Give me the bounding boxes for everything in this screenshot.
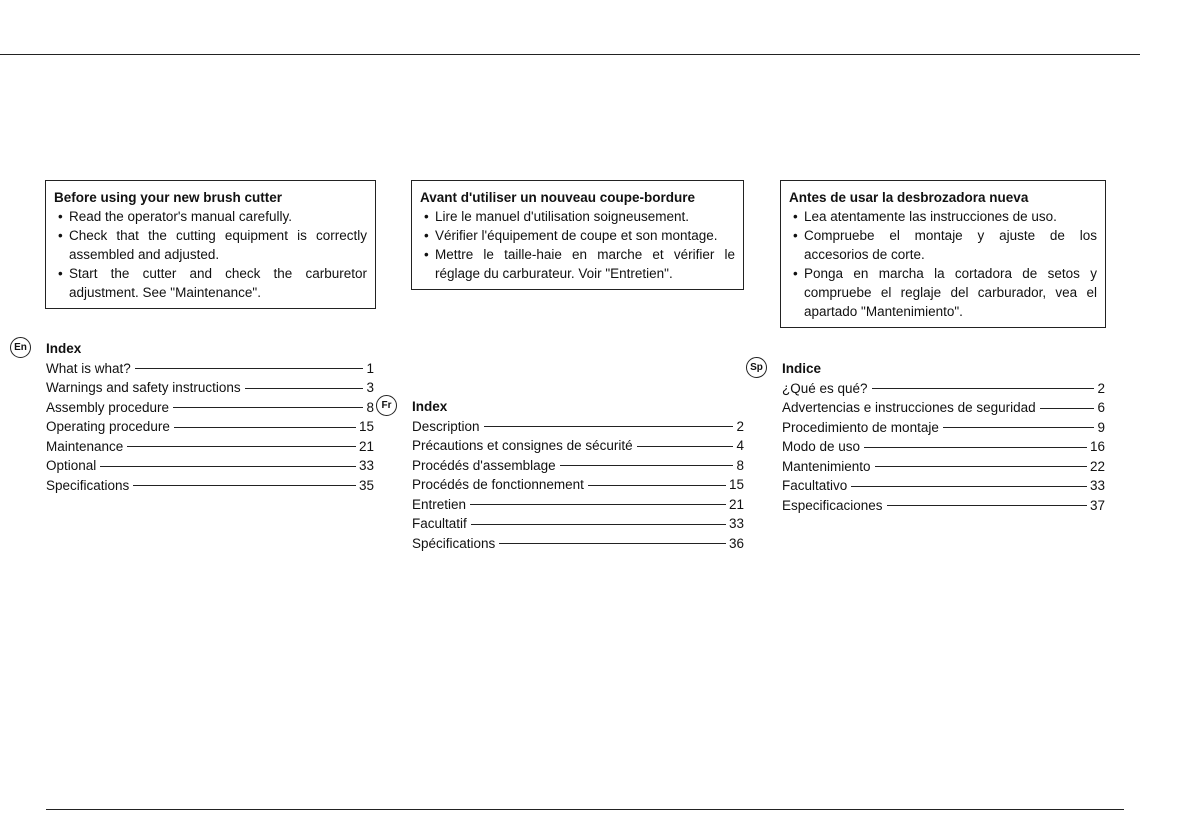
- entry-page: 15: [728, 477, 744, 492]
- entry-label: Advertencias e instrucciones de seguridad: [782, 400, 1036, 415]
- sp-index-title: Indice: [782, 361, 822, 376]
- sp-notice-box: [780, 180, 1106, 328]
- leader-line: [875, 466, 1087, 467]
- fr-index-entry: [412, 534, 744, 554]
- entry-label: Warnings and safety instructions: [46, 380, 241, 395]
- entry-page: 33: [728, 516, 744, 531]
- entry-page: 2: [1097, 380, 1105, 396]
- leader-line: [637, 446, 733, 447]
- en-notice-item: • Check that the cutting equipment is correctly assembled and adjusted.: [54, 226, 367, 264]
- fr-notice-item: • Lire le manuel d'utilisation soigneusement.: [420, 207, 735, 226]
- fr-index-entry: [412, 475, 744, 495]
- sp-notice-title: Antes de usar la desbrozadora nueva: [789, 190, 1029, 205]
- entry-label: Procédés d'assemblage: [412, 457, 556, 473]
- sp-index: [750, 359, 1105, 515]
- en-index-entry: [46, 398, 374, 418]
- entry-page: 37: [1089, 497, 1105, 513]
- entry-label: Procedimiento de montaje: [782, 419, 939, 435]
- fr-index-entry: [412, 514, 744, 534]
- leader-line: [588, 485, 726, 486]
- sp-index-entry: [782, 476, 1105, 496]
- leader-line: [133, 485, 356, 486]
- en-index-entry: [46, 456, 374, 476]
- entry-label: Spécifications: [412, 535, 496, 551]
- sp-notice-list: [789, 207, 1097, 321]
- entry-page: 21: [728, 496, 744, 512]
- entry-page: 21: [358, 438, 374, 454]
- entry-page: 8: [366, 399, 374, 415]
- fr-notice-list: [420, 207, 735, 283]
- leader-line: [851, 486, 1087, 487]
- entry-label: Optional: [46, 458, 97, 473]
- entry-page: 16: [1089, 439, 1105, 454]
- entry-label: Mantenimiento: [782, 458, 871, 474]
- leader-line: [470, 504, 726, 505]
- leader-line: [135, 368, 363, 369]
- leader-line: [887, 505, 1087, 506]
- fr-index-heading: [381, 397, 744, 417]
- leader-line: [499, 543, 726, 544]
- entry-label: Description: [412, 418, 480, 434]
- en-notice-item: • Start the cutter and check the carburetor adjustment. See "Maintenance".: [54, 264, 367, 302]
- sp-index-entry: [782, 457, 1105, 477]
- leader-line: [471, 524, 726, 525]
- fr-index-title: Index: [412, 399, 448, 414]
- en-index-heading: [14, 339, 374, 359]
- en-index: [14, 339, 374, 495]
- entry-label: What is what?: [46, 360, 131, 376]
- fr-notice-item: • Mettre le taille-haie en marche et vérifier le réglage du carburateur. Voir "Entretien".: [420, 245, 735, 283]
- entry-label: Specifications: [46, 477, 130, 493]
- entry-label: Modo de uso: [782, 439, 861, 454]
- entry-label: Procédés de fonctionnement: [412, 477, 584, 492]
- leader-line: [127, 446, 356, 447]
- sp-index-entry: [782, 398, 1105, 418]
- fr-index-entry: [412, 495, 744, 515]
- sp-index-entry: [782, 496, 1105, 516]
- sp-index-entry: [782, 437, 1105, 457]
- en-index-entry: [46, 476, 374, 496]
- sp-notice-item: • Lea atentamente las instrucciones de uso.: [789, 207, 1097, 226]
- en-index-entry: [46, 437, 374, 457]
- sp-index-entry: [782, 418, 1105, 438]
- leader-line: [943, 427, 1094, 428]
- entry-page: 6: [1097, 400, 1105, 415]
- leader-line: [173, 407, 363, 408]
- entry-page: 3: [366, 380, 374, 395]
- sp-language-badge-icon: Sp: [746, 357, 767, 378]
- leader-line: [1040, 408, 1094, 409]
- en-index-entry: [46, 359, 374, 379]
- entry-page: 1: [366, 360, 374, 376]
- entry-label: Entretien: [412, 496, 467, 512]
- fr-notice-title: Avant d'utiliser un nouveau coupe-bordure: [420, 190, 695, 205]
- leader-line: [245, 388, 363, 389]
- fr-notice-item: • Vérifier l'équipement de coupe et son montage.: [420, 226, 735, 245]
- leader-line: [100, 466, 356, 467]
- fr-index-entry: [412, 436, 744, 456]
- sp-notice-item: • Compruebe el montaje y ajuste de los accesorios de corte.: [789, 226, 1097, 264]
- entry-page: 15: [358, 419, 374, 434]
- entry-page: 2: [736, 418, 744, 434]
- en-index-entry: [46, 378, 374, 398]
- entry-page: 8: [736, 457, 744, 473]
- en-index-entry: [46, 417, 374, 437]
- entry-page: 35: [358, 477, 374, 493]
- leader-line: [174, 427, 356, 428]
- en-index-title: Index: [46, 341, 82, 356]
- leader-line: [484, 426, 733, 427]
- entry-label: Maintenance: [46, 438, 124, 454]
- fr-index: [381, 397, 744, 553]
- fr-language-badge-icon: Fr: [376, 395, 397, 416]
- entry-label: Facultatif: [412, 516, 467, 531]
- entry-page: 4: [736, 438, 744, 453]
- en-notice-box: [45, 180, 376, 309]
- sp-notice-item: • Ponga en marcha la cortadora de setos y compruebe el reglaje del carburador, vea el apartado "Mantenimiento".: [789, 264, 1097, 321]
- entry-label: Especificaciones: [782, 497, 883, 513]
- entry-label: ¿Qué es qué?: [782, 380, 868, 396]
- entry-page: 33: [1089, 478, 1105, 493]
- entry-label: Facultativo: [782, 478, 848, 493]
- fr-index-entry: [412, 456, 744, 476]
- entry-label: Assembly procedure: [46, 399, 170, 415]
- entry-page: 22: [1089, 458, 1105, 474]
- fr-index-entry: [412, 417, 744, 437]
- bottom-rule: [46, 809, 1124, 810]
- entry-page: 33: [358, 458, 374, 473]
- top-rule: [0, 54, 1140, 55]
- sp-index-entry: [782, 379, 1105, 399]
- entry-label: Operating procedure: [46, 419, 170, 434]
- en-notice-list: [54, 207, 367, 302]
- leader-line: [560, 465, 733, 466]
- sp-index-heading: [750, 359, 1105, 379]
- en-notice-item: • Read the operator's manual carefully.: [54, 207, 367, 226]
- entry-page: 36: [728, 535, 744, 551]
- en-language-badge-icon: En: [10, 337, 31, 358]
- fr-notice-box: [411, 180, 744, 290]
- entry-page: 9: [1097, 419, 1105, 435]
- en-notice-title: Before using your new brush cutter: [54, 190, 283, 205]
- leader-line: [864, 447, 1087, 448]
- entry-label: Précautions et consignes de sécurité: [412, 438, 633, 453]
- leader-line: [872, 388, 1094, 389]
